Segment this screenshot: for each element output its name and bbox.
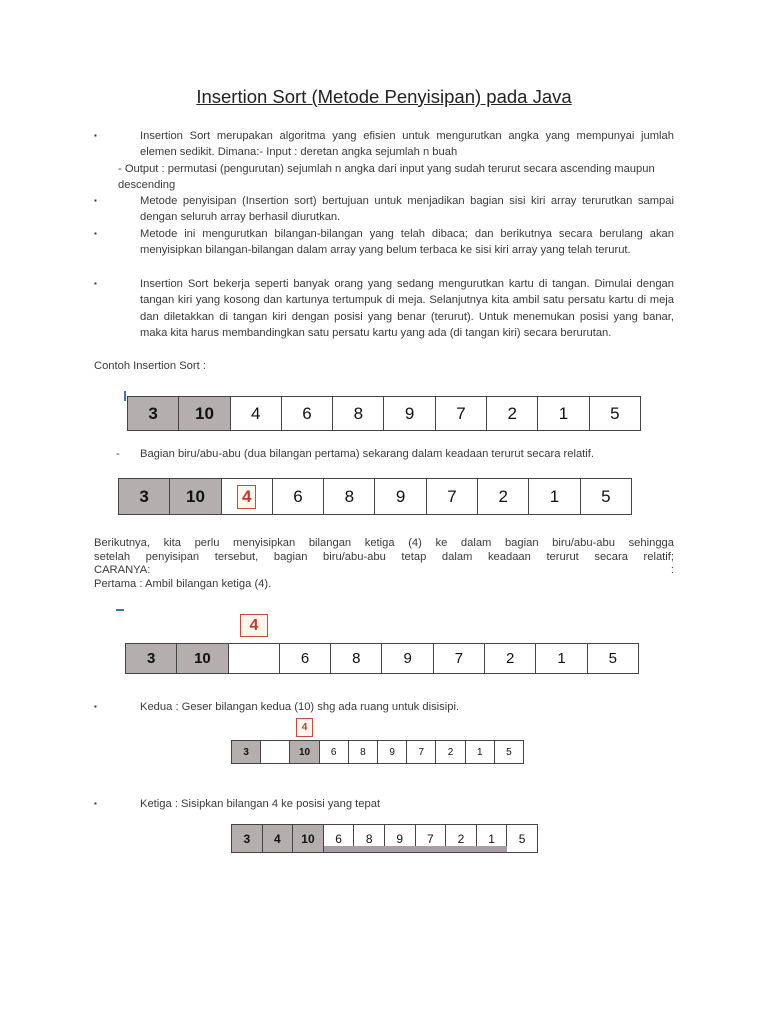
explanation-paragraph	[94, 537, 674, 591]
bullet-marker: ▪	[94, 229, 97, 238]
array-cell: 7	[427, 479, 478, 514]
bullet-3-text: Metode ini mengurutkan bilangan-bilangan yang telah dibaca; dan berikutnya secara berulang akan menyisipkan bilangan-bilangan dalam array yang belum terbaca ke sisi kiri array yang telah terurut.	[140, 228, 674, 257]
bullet-2-text: Metode penyisipan (Insertion sort) bertujuan untuk menjadikan bagian sisi kiri array terurutkan sampai dengan seluruh array berhasil diurutkan.	[140, 195, 674, 224]
array-cell: 3	[232, 741, 261, 763]
array-cell: 2	[436, 741, 465, 763]
caranya-colon: :	[670, 564, 674, 577]
array-cell: 6	[273, 479, 324, 514]
array-cell: 1	[538, 397, 589, 430]
array-cell: 5	[608, 650, 617, 667]
caranya-label: CARANYA:	[94, 564, 151, 577]
array-cell: 10	[170, 479, 221, 514]
array-cell: 6	[280, 644, 331, 673]
floating-number-box: 4	[240, 614, 268, 637]
array-cell: 8	[354, 825, 385, 852]
bullet-4-text: Insertion Sort bekerja seperti banyak orang yang sedang mengurutkan kartu di tangan. Dimulai dengan tangan kiri yang kosong dan kartunya tertumpuk di meja. Selanjutnya kita ambil satu persatu kartu di meja dan diletakkan di tangan kiri dengan posisi yang benar (terurut). Untuk menemukan posisi yang banar, maka kita harus membandingkan satu persatu kartu yang ada (di tangan kiri) secara berurutan.	[140, 278, 674, 340]
array-cell	[222, 479, 273, 514]
array-cell: 8	[349, 741, 378, 763]
array-cell	[261, 741, 290, 763]
contoh-label: Contoh Insertion Sort :	[94, 360, 206, 372]
array-cell: 5	[518, 831, 526, 846]
array-cell: 4	[231, 397, 282, 430]
page-title: Insertion Sort (Metode Penyisipan) pada Java	[196, 86, 572, 107]
bullet-marker: ▪	[94, 196, 97, 205]
array-cell: 8	[324, 479, 375, 514]
bullet-marker: ▪	[94, 279, 97, 288]
array-cell: 8	[331, 644, 382, 673]
array-row-4	[231, 740, 524, 764]
array-cell: 2	[487, 397, 538, 430]
blue-corner-mark	[124, 391, 126, 401]
array-row-1	[127, 396, 641, 431]
array-cell: 7	[416, 825, 447, 852]
array-cell: 4	[263, 825, 294, 852]
array-cell: 9	[382, 644, 433, 673]
paragraph-line-1: Berikutnya, kita perlu menyisipkan bilangan ketiga (4) ke dalam bagian biru/abu-abu sehingga	[94, 537, 674, 549]
array-cell	[229, 644, 280, 673]
array-cell: 2	[478, 479, 529, 514]
array-cell: 5	[601, 486, 611, 506]
array-cell: 10	[290, 741, 319, 763]
array-cell: 1	[466, 741, 495, 763]
array-cell: 5	[506, 746, 512, 758]
dash-note: Bagian biru/abu-abu (dua bilangan pertama) sekarang dalam keadaan terurut secara relatif.	[140, 448, 594, 460]
array-cell: 6	[320, 741, 349, 763]
kedua-step: Kedua : Geser bilangan kedua (10) shg ada ruang untuk disisipi.	[140, 701, 460, 713]
blue-corner-mark	[116, 609, 124, 611]
array-cell: 8	[333, 397, 384, 430]
bullet-item-1	[94, 128, 674, 194]
array-cell: 5	[610, 403, 620, 423]
array-cell: 10	[177, 644, 228, 673]
array-cell: 10	[293, 825, 324, 852]
array-cell: 3	[232, 825, 263, 852]
array-row-2	[118, 478, 632, 515]
bullet-marker: ▪	[94, 131, 97, 140]
paragraph-line-3	[94, 564, 674, 578]
pertama-step: Pertama : Ambil bilangan ketiga (4).	[94, 577, 272, 590]
array-cell: 7	[436, 397, 487, 430]
array-cell: 6	[282, 397, 333, 430]
floating-number-box-small: 4	[296, 718, 313, 737]
bullet-item-3	[94, 226, 674, 259]
array-cell: 3	[126, 644, 177, 673]
array-cell: 2	[446, 825, 477, 852]
shaded-strip	[324, 846, 507, 852]
dash-marker: -	[116, 448, 120, 460]
array-cell: 1	[529, 479, 580, 514]
bullet-item-ketiga	[94, 796, 674, 812]
bullet-1-output-text: - Output : permutasi (pengurutan) sejumlah n angka dari input yang sudah terurut secara ascending maupun descending	[118, 162, 655, 192]
array-cell: 3	[128, 397, 179, 430]
bullet-item-4	[94, 276, 674, 342]
bullet-item-2	[94, 193, 674, 226]
array-cell: 9	[378, 741, 407, 763]
array-cell: 10	[179, 397, 230, 430]
bullet-marker: ▪	[94, 702, 97, 711]
paragraph-line-2: setelah penyisipan tersebut, bagian biru/abu-abu tetap dalam keadaan terurut secara relatif;	[94, 550, 674, 563]
array-cell: 7	[434, 644, 485, 673]
array-cell: 9	[384, 397, 435, 430]
ketiga-step: Ketiga : Sisipkan bilangan 4 ke posisi yang tepat	[140, 798, 381, 810]
array-cell: 1	[477, 825, 508, 852]
array-cell: 3	[119, 479, 170, 514]
array-cell: 1	[536, 644, 587, 673]
bullet-1-text: Insertion Sort merupakan algoritma yang efisien untuk mengurutkan angka yang mempunyai jumlah elemen sedikit. Dimana:- Input : deretan angka sejumlah n buah	[140, 130, 674, 159]
array-cell: 6	[324, 825, 355, 852]
array-cell: 7	[407, 741, 436, 763]
highlighted-number: 4	[237, 485, 256, 509]
bullet-marker: ▪	[94, 799, 97, 808]
array-cell: 9	[385, 825, 416, 852]
array-cell: 2	[485, 644, 536, 673]
array-row-3	[125, 643, 639, 674]
bullet-item-kedua	[94, 699, 674, 715]
array-cell: 9	[375, 479, 426, 514]
